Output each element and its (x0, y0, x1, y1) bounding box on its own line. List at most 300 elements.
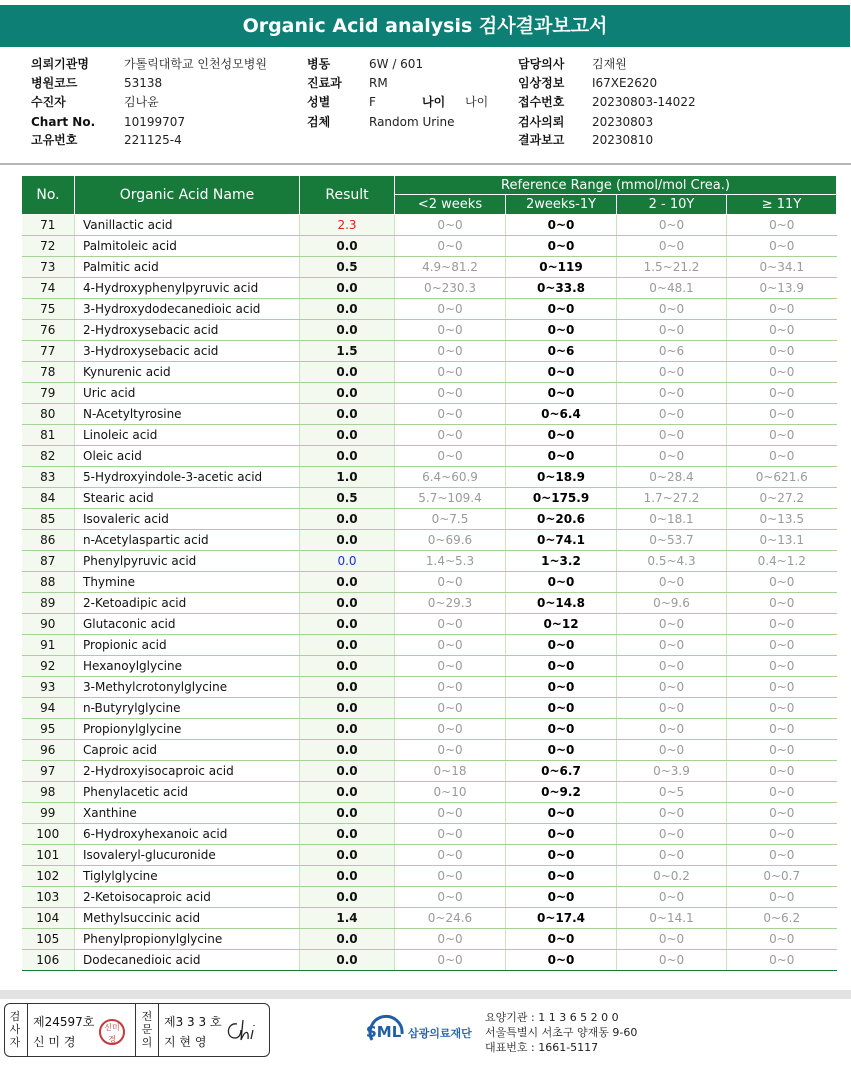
row-number: 87 (22, 551, 75, 572)
result-value: 0.0 (300, 782, 395, 803)
ref-2weeks-1y: 0~18.9 (506, 467, 617, 488)
ref-2weeks-1y: 0~0 (506, 362, 617, 383)
ref-11y-plus: 0~0 (727, 404, 837, 425)
ref-11y-plus: 0~0 (727, 782, 837, 803)
acid-name: Vanillactic acid (75, 215, 300, 236)
org-address: 서울특별시 서초구 양재동 9-60 (485, 1026, 638, 1039)
doctor-value: 김재원 (592, 57, 627, 71)
table-row (22, 866, 837, 887)
ref-under-2weeks: 0~0 (395, 656, 506, 677)
uid-value: 221125-4 (124, 133, 182, 147)
ref-2weeks-1y: 0~0 (506, 677, 617, 698)
acid-name: 3-Hydroxydodecanedioic acid (75, 299, 300, 320)
ref-2-10y: 0~0 (617, 929, 727, 950)
ref-11y-plus: 0.4~1.2 (727, 551, 837, 572)
examiner-label: 검사자 (9, 1010, 21, 1049)
ref-2-10y: 1.5~21.2 (617, 257, 727, 278)
acid-name: Kynurenic acid (75, 362, 300, 383)
sml-logo (364, 1010, 476, 1050)
ref-2weeks-1y: 0~0 (506, 572, 617, 593)
table-row (22, 467, 837, 488)
result-value: 0.0 (300, 845, 395, 866)
row-number: 79 (22, 383, 75, 404)
ref-11y-plus: 0~0 (727, 803, 837, 824)
result-value: 0.0 (300, 803, 395, 824)
ref-under-2weeks: 0~0 (395, 341, 506, 362)
table-row (22, 425, 837, 446)
row-number: 97 (22, 761, 75, 782)
table-row (22, 803, 837, 824)
hospital-value: 가톨릭대학교 인천성모병원 (124, 57, 267, 71)
ref-2-10y: 0~0 (617, 698, 727, 719)
result-value: 0.0 (300, 593, 395, 614)
table-row (22, 593, 837, 614)
results-table (21, 175, 837, 971)
ref-under-2weeks: 0~0 (395, 845, 506, 866)
hospital-label: 의뢰기관명 (31, 57, 89, 71)
organization-info (485, 1010, 637, 1055)
table-row (22, 656, 837, 677)
ref-2-10y: 0~0 (617, 425, 727, 446)
ref-11y-plus: 0~0 (727, 635, 837, 656)
result-value: 0.0 (300, 866, 395, 887)
ref-11y-plus: 0~27.2 (727, 488, 837, 509)
examiner-seal: 신미경 (99, 1019, 125, 1045)
ref-2-10y: 0~0.2 (617, 866, 727, 887)
result-value: 0.0 (300, 635, 395, 656)
specialist-name: 지 현 영 (164, 1035, 207, 1049)
table-row (22, 404, 837, 425)
ref-11y-plus: 0~13.9 (727, 278, 837, 299)
ref-under-2weeks: 0~0 (395, 236, 506, 257)
ref-2-10y: 0~0 (617, 446, 727, 467)
receipt-value: 20230803-14022 (592, 95, 696, 109)
ref-2weeks-1y: 0~0 (506, 929, 617, 950)
table-row (22, 824, 837, 845)
signature-divider (158, 1004, 159, 1056)
header-divider (0, 163, 851, 165)
ref-2-10y: 1.7~27.2 (617, 488, 727, 509)
report-title: Organic Acid analysis 검사결과보고서 (0, 5, 850, 47)
acid-name: n-Acetylaspartic acid (75, 530, 300, 551)
acid-name: Propionic acid (75, 635, 300, 656)
signature-divider (135, 1004, 136, 1056)
result-value: 0.0 (300, 551, 395, 572)
ref-2-10y: 0.5~4.3 (617, 551, 727, 572)
result-value: 0.0 (300, 887, 395, 908)
ref-11y-plus: 0~0 (727, 677, 837, 698)
ref-2-10y: 0~5 (617, 782, 727, 803)
table-row (22, 320, 837, 341)
specimen-value: Random Urine (369, 115, 455, 129)
ref-2-10y: 0~53.7 (617, 530, 727, 551)
row-number: 105 (22, 929, 75, 950)
age-value: 나이 (465, 95, 489, 109)
acid-name: Hexanoylglycine (75, 656, 300, 677)
ref-11y-plus: 0~0 (727, 236, 837, 257)
table-row (22, 845, 837, 866)
result-value: 0.0 (300, 425, 395, 446)
ref-under-2weeks: 0~0 (395, 215, 506, 236)
table-row (22, 509, 837, 530)
row-number: 75 (22, 299, 75, 320)
ref-11y-plus: 0~0 (727, 362, 837, 383)
ref-2-10y: 0~0 (617, 950, 727, 971)
result-value: 0.0 (300, 299, 395, 320)
result-value: 0.0 (300, 278, 395, 299)
ref-2weeks-1y: 0~74.1 (506, 530, 617, 551)
specialist-id: 제3 3 3 호 (164, 1015, 222, 1029)
acid-name: Stearic acid (75, 488, 300, 509)
ref-under-2weeks: 0~0 (395, 404, 506, 425)
ref-under-2weeks: 0~230.3 (395, 278, 506, 299)
acid-name: Linoleic acid (75, 425, 300, 446)
ref-11y-plus: 0~34.1 (727, 257, 837, 278)
ref-11y-plus: 0~0 (727, 383, 837, 404)
ref-2weeks-1y: 0~12 (506, 614, 617, 635)
row-number: 94 (22, 698, 75, 719)
result-value: 0.0 (300, 614, 395, 635)
result-value: 0.0 (300, 698, 395, 719)
ref-2weeks-1y: 1~3.2 (506, 551, 617, 572)
row-number: 101 (22, 845, 75, 866)
result-value: 1.5 (300, 341, 395, 362)
ref-2weeks-1y: 0~9.2 (506, 782, 617, 803)
ref-2weeks-1y: 0~14.8 (506, 593, 617, 614)
row-number: 95 (22, 719, 75, 740)
ref-under-2weeks: 6.4~60.9 (395, 467, 506, 488)
table-row (22, 488, 837, 509)
row-number: 88 (22, 572, 75, 593)
dept-value: RM (369, 76, 388, 90)
ref-2-10y: 0~0 (617, 803, 727, 824)
result-value: 0.5 (300, 488, 395, 509)
doctor-label: 담당의사 (518, 57, 565, 71)
code-label: 병원코드 (31, 76, 78, 90)
table-row (22, 383, 837, 404)
row-number: 96 (22, 740, 75, 761)
table-row (22, 698, 837, 719)
table-row (22, 341, 837, 362)
result-value: 0.0 (300, 761, 395, 782)
row-number: 83 (22, 467, 75, 488)
acid-name: 5-Hydroxyindole-3-acetic acid (75, 467, 300, 488)
chart-value: 10199707 (124, 115, 186, 129)
ref-2-10y: 0~0 (617, 320, 727, 341)
logo-org-name: 삼광의료재단 (408, 1027, 472, 1040)
ref-2-10y: 0~0 (617, 719, 727, 740)
table-row (22, 299, 837, 320)
ref-2weeks-1y: 0~0 (506, 824, 617, 845)
table-row (22, 635, 837, 656)
ref-2weeks-1y: 0~119 (506, 257, 617, 278)
patient-value: 김나윤 (124, 95, 159, 109)
acid-name: 4-Hydroxyphenylpyruvic acid (75, 278, 300, 299)
result-value: 0.0 (300, 530, 395, 551)
ref-11y-plus: 0~0 (727, 740, 837, 761)
table-row (22, 278, 837, 299)
result-value: 0.0 (300, 320, 395, 341)
request-label: 검사의뢰 (518, 115, 565, 129)
ref-under-2weeks: 0~0 (395, 698, 506, 719)
ref-11y-plus: 0~0 (727, 320, 837, 341)
row-number: 90 (22, 614, 75, 635)
ref-11y-plus: 0~0 (727, 614, 837, 635)
row-number: 92 (22, 656, 75, 677)
acid-name: Phenylpropionylglycine (75, 929, 300, 950)
ref-2-10y: 0~0 (617, 614, 727, 635)
examiner-id: 제24597호 (33, 1015, 95, 1029)
ref-under-2weeks: 0~0 (395, 677, 506, 698)
acid-name: Dodecanedioic acid (75, 950, 300, 971)
acid-name: Xanthine (75, 803, 300, 824)
result-value: 0.0 (300, 572, 395, 593)
result-value: 0.5 (300, 257, 395, 278)
report-value: 20230810 (592, 133, 654, 147)
ref-11y-plus: 0~0 (727, 656, 837, 677)
result-value: 0.0 (300, 950, 395, 971)
row-number: 85 (22, 509, 75, 530)
acid-name: 2-Ketoisocaproic acid (75, 887, 300, 908)
acid-name: Isovaleric acid (75, 509, 300, 530)
ref-under-2weeks: 0~0 (395, 866, 506, 887)
ref-2weeks-1y: 0~0 (506, 698, 617, 719)
result-value: 0.0 (300, 362, 395, 383)
table-row (22, 929, 837, 950)
ref-under-2weeks: 1.4~5.3 (395, 551, 506, 572)
row-number: 89 (22, 593, 75, 614)
clinical-value: I67XE2620 (592, 76, 658, 90)
ref-under-2weeks: 0~24.6 (395, 908, 506, 929)
table-row (22, 215, 837, 236)
acid-name: 6-Hydroxyhexanoic acid (75, 824, 300, 845)
acid-name: Phenylpyruvic acid (75, 551, 300, 572)
ref-2-10y: 0~6 (617, 341, 727, 362)
ref-under-2weeks: 0~0 (395, 929, 506, 950)
ref-2weeks-1y: 0~0 (506, 635, 617, 656)
row-number: 72 (22, 236, 75, 257)
ref-2weeks-1y: 0~0 (506, 425, 617, 446)
table-row (22, 761, 837, 782)
acid-name: Propionylglycine (75, 719, 300, 740)
table-row (22, 446, 837, 467)
ref-11y-plus: 0~0.7 (727, 866, 837, 887)
signature-icon (223, 1016, 263, 1046)
col-name-header: Organic Acid Name (75, 176, 300, 215)
ref-under-2weeks: 0~0 (395, 719, 506, 740)
ref-2weeks-1y: 0~0 (506, 215, 617, 236)
acid-name: Glutaconic acid (75, 614, 300, 635)
ref-2-10y: 0~0 (617, 677, 727, 698)
ref-under-2weeks: 4.9~81.2 (395, 257, 506, 278)
row-number: 81 (22, 425, 75, 446)
table-row (22, 362, 837, 383)
patient-label: 수진자 (31, 95, 66, 109)
chart-label: Chart No. (31, 115, 96, 129)
ref-2weeks-1y: 0~6 (506, 341, 617, 362)
ref-11y-plus: 0~0 (727, 341, 837, 362)
ref-11y-plus: 0~0 (727, 698, 837, 719)
specialist-label: 전문의 (141, 1010, 153, 1049)
ref-11y-plus: 0~0 (727, 425, 837, 446)
ref-11y-plus: 0~0 (727, 887, 837, 908)
ref-2weeks-1y: 0~0 (506, 866, 617, 887)
result-value: 0.0 (300, 824, 395, 845)
ref-2weeks-1y: 0~0 (506, 950, 617, 971)
ref-11y-plus: 0~0 (727, 929, 837, 950)
ref-2-10y: 0~0 (617, 362, 727, 383)
patient-header (0, 52, 851, 152)
ref-2weeks-1y: 0~6.4 (506, 404, 617, 425)
acid-name: Palmitoleic acid (75, 236, 300, 257)
ref-2weeks-1y: 0~0 (506, 656, 617, 677)
ref-under-2weeks: 0~0 (395, 299, 506, 320)
ref-11y-plus: 0~0 (727, 299, 837, 320)
acid-name: 3-Hydroxysebacic acid (75, 341, 300, 362)
ref-11y-plus: 0~0 (727, 719, 837, 740)
row-number: 103 (22, 887, 75, 908)
ref-under-2weeks: 0~0 (395, 383, 506, 404)
result-value: 0.0 (300, 509, 395, 530)
ref-11y-plus: 0~0 (727, 845, 837, 866)
ref-11y-plus: 0~0 (727, 572, 837, 593)
table-row (22, 950, 837, 971)
row-number: 82 (22, 446, 75, 467)
row-number: 78 (22, 362, 75, 383)
ref-11y-plus: 0~621.6 (727, 467, 837, 488)
org-phone: 대표번호 : 1661-5117 (485, 1041, 599, 1054)
result-value: 0.0 (300, 404, 395, 425)
ref-2weeks-1y: 0~17.4 (506, 908, 617, 929)
acid-name: N-Acetyltyrosine (75, 404, 300, 425)
ref-2weeks-1y: 0~0 (506, 845, 617, 866)
row-number: 76 (22, 320, 75, 341)
ref-under-2weeks: 0~0 (395, 362, 506, 383)
acid-name: Tiglylglycine (75, 866, 300, 887)
row-number: 106 (22, 950, 75, 971)
ref-under-2weeks: 0~0 (395, 425, 506, 446)
ref-2-10y: 0~9.6 (617, 593, 727, 614)
row-number: 73 (22, 257, 75, 278)
logo-text: SML (366, 1023, 402, 1041)
ward-label: 병동 (307, 57, 331, 71)
ref-2-10y: 0~3.9 (617, 761, 727, 782)
ref-2-10y: 0~0 (617, 740, 727, 761)
ref-2-10y: 0~0 (617, 824, 727, 845)
uid-label: 고유번호 (31, 133, 78, 147)
table-row (22, 257, 837, 278)
ref-under-2weeks: 0~0 (395, 824, 506, 845)
ref-under-2weeks: 0~0 (395, 635, 506, 656)
signature-box (4, 1003, 270, 1057)
col-no-header: No. (22, 176, 75, 215)
table-row (22, 908, 837, 929)
acid-name: 2-Ketoadipic acid (75, 593, 300, 614)
ref-2-10y: 0~48.1 (617, 278, 727, 299)
ref-under-2weeks: 0~0 (395, 320, 506, 341)
receipt-label: 접수번호 (518, 95, 565, 109)
result-value: 0.0 (300, 740, 395, 761)
result-value: 0.0 (300, 656, 395, 677)
ref-11y-plus: 0~13.1 (727, 530, 837, 551)
row-number: 86 (22, 530, 75, 551)
result-value: 0.0 (300, 446, 395, 467)
acid-name: 2-Hydroxyisocaproic acid (75, 761, 300, 782)
ref-under-2weeks: 0~0 (395, 887, 506, 908)
acid-name: Palmitic acid (75, 257, 300, 278)
acid-name: Oleic acid (75, 446, 300, 467)
table-row (22, 740, 837, 761)
acid-name: Isovaleryl-glucuronide (75, 845, 300, 866)
ref-under-2weeks: 0~0 (395, 740, 506, 761)
request-value: 20230803 (592, 115, 654, 129)
examiner-name: 신 미 경 (33, 1035, 76, 1049)
acid-name: Uric acid (75, 383, 300, 404)
ref-2weeks-1y: 0~0 (506, 383, 617, 404)
ref-2weeks-1y: 0~0 (506, 719, 617, 740)
result-value: 1.4 (300, 908, 395, 929)
ref-under-2weeks: 0~0 (395, 446, 506, 467)
row-number: 74 (22, 278, 75, 299)
row-number: 104 (22, 908, 75, 929)
row-number: 80 (22, 404, 75, 425)
ref-col-2-10y: 2 - 10Y (617, 195, 727, 215)
clinical-label: 임상정보 (518, 76, 565, 90)
report-label: 결과보고 (518, 133, 565, 147)
footer-divider (0, 990, 851, 999)
ref-2-10y: 0~0 (617, 887, 727, 908)
acid-name: Methylsuccinic acid (75, 908, 300, 929)
result-value: 2.3 (300, 215, 395, 236)
row-number: 99 (22, 803, 75, 824)
ref-11y-plus: 0~0 (727, 215, 837, 236)
row-number: 98 (22, 782, 75, 803)
ref-2-10y: 0~0 (617, 299, 727, 320)
ref-2weeks-1y: 0~0 (506, 740, 617, 761)
ref-2weeks-1y: 0~0 (506, 446, 617, 467)
acid-name: n-Butyrylglycine (75, 698, 300, 719)
ref-2weeks-1y: 0~0 (506, 887, 617, 908)
ref-2-10y: 0~0 (617, 656, 727, 677)
ref-2weeks-1y: 0~175.9 (506, 488, 617, 509)
ref-under-2weeks: 0~69.6 (395, 530, 506, 551)
ref-2-10y: 0~28.4 (617, 467, 727, 488)
result-value: 0.0 (300, 383, 395, 404)
ref-11y-plus: 0~6.2 (727, 908, 837, 929)
ref-2-10y: 0~0 (617, 404, 727, 425)
ref-under-2weeks: 0~10 (395, 782, 506, 803)
acid-name: Caproic acid (75, 740, 300, 761)
ref-2-10y: 0~0 (617, 236, 727, 257)
ref-2-10y: 0~0 (617, 215, 727, 236)
ref-2-10y: 0~18.1 (617, 509, 727, 530)
table-row (22, 677, 837, 698)
ref-2-10y: 0~0 (617, 572, 727, 593)
acid-name: 3-Methylcrotonylglycine (75, 677, 300, 698)
ref-col-under-2weeks: <2 weeks (395, 195, 506, 215)
ref-11y-plus: 0~0 (727, 824, 837, 845)
row-number: 91 (22, 635, 75, 656)
table-row (22, 236, 837, 257)
specimen-label: 검체 (307, 115, 331, 129)
dept-label: 진료과 (307, 76, 342, 90)
row-number: 84 (22, 488, 75, 509)
ref-under-2weeks: 0~7.5 (395, 509, 506, 530)
code-value: 53138 (124, 76, 163, 90)
ref-col-11y-plus: ≥ 11Y (727, 195, 837, 215)
result-value: 0.0 (300, 236, 395, 257)
acid-name: Thymine (75, 572, 300, 593)
